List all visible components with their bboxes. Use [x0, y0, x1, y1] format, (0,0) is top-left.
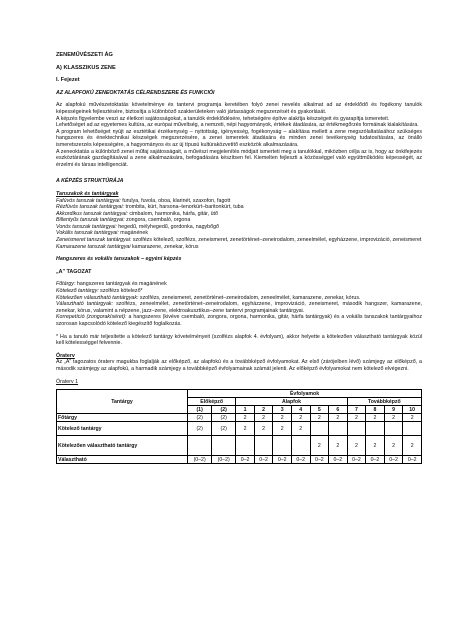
table-cell: 2 [347, 436, 366, 456]
list-item: Akkordikus tanszak tantárgyai: cimbalom, harmonika, hárfa, gitár, ütő [56, 210, 218, 217]
table-cell: 0–2 [310, 456, 329, 464]
subject-list [56, 281, 422, 327]
subheading-timetable: Óraterv [56, 352, 75, 359]
row-label: Főtárgy [57, 414, 188, 422]
table-cell [188, 436, 212, 456]
table-cell: 2 [254, 414, 273, 422]
header-col: 3 [273, 406, 292, 414]
list-item: Fafúvós tanszak tantárgyai: furulya, fuvola, oboa, klarinét, szaxofon, fagott [56, 197, 231, 204]
table-cell [347, 422, 366, 436]
heading-branch: ZENEMŰVÉSZETI ÁG [56, 52, 113, 58]
table-row [57, 422, 422, 436]
table-cell: 2 [366, 436, 385, 456]
table-cell: 0–2 [273, 456, 292, 464]
subheading-a-section: „A” TAGOZAT [56, 268, 92, 275]
table-cell: 2 [403, 436, 422, 456]
table-cell: 2 [329, 436, 348, 456]
table-cell: 2 [291, 414, 310, 422]
table-row [57, 414, 422, 422]
list-item: Korrepetíció (zongorakíséret): a hangszeres (kivéve csembaló, zongora, orgona, harmonika, gitár, hárfa tantárgyak) és a vokális tanszakok tantárgyaihoz szorosan kapcsolódó kötelező kiegészítő foglalkozás. [56, 314, 422, 327]
table-cell: 2 [273, 414, 292, 422]
table-cell: 2 [273, 422, 292, 436]
timetable-table [56, 389, 422, 464]
paragraph: Az „A” tagozatos óraterv magukba foglalják az előképző, az alapfokú és a továbbképző évfolyamokat. Az első (zárójelben lévő) számjegy az előképző, a második számjegy az alapfokú, a harmadik számjegy a továbbképző évfolyamainak számát jelenti. Az előképző évfolyamokat nem kötelező elvégezni. [56, 359, 422, 372]
header-group-advanced: Továbbképző [347, 398, 421, 406]
list-item: Rézfúvós tanszak tantárgyai: trombita, kürt, harsona–tenorkürt–baritonkürt, tuba [56, 204, 244, 211]
list-item: Billentyűs tanszak tantárgyai: zongora, csembaló, orgona [56, 217, 191, 224]
table-cell: 0–2 [329, 456, 348, 464]
header-col: 10 [403, 406, 422, 414]
list-item: Kötelező tantárgy: szolfézs kötelező* [56, 288, 143, 295]
header-col: 6 [329, 406, 348, 414]
paragraph: A zeneoktatás a különböző zenei műfaj sajátosságait, a művészi megjelenítés módjait ismerteti meg a tanulókkal, miközben célja az is, hogy az önkifejezés eszköztárának gazdagításával a zene alkalmazására, befogadására készítsen fel. Kiemelten fejleszti a közösséggel való együttműködés képességét, az érzelmi és társas intelligenciát. [56, 148, 422, 168]
table-cell: 2 [366, 414, 385, 422]
table-cell: 2 [291, 422, 310, 436]
table-cell: 0–2 [291, 456, 310, 464]
header-col: (2) [212, 406, 236, 414]
table-cell: 2 [329, 414, 348, 422]
table-cell [212, 436, 236, 456]
list-item: Választható tantárgyak: szolfézs, zeneelmélet, zenetörténet–zeneirodalom, egyházzene, improvizáció, zeneismeret, második hangszer, kamarazene, zenekar, kórus, valamint a népzene, jazz–zene, elektroakusztikus–zene tantervi programjainak tantárgyai. [56, 301, 422, 314]
table-cell: (2) [212, 414, 236, 422]
section-title-goals: AZ ALAPFOKÚ ZENEOKTATÁS CÉLRENDSZERE ÉS FUNKCIÓI [56, 89, 215, 96]
table-cell: 2 [403, 414, 422, 422]
table-cell: 0–2 [384, 456, 403, 464]
table-cell [236, 436, 255, 456]
table-row [57, 456, 422, 464]
table-cell: 2 [236, 414, 255, 422]
table-cell [366, 422, 385, 436]
heading-chapter: I. Fejezet [56, 77, 80, 84]
list-item: Zeneismeret tanszak tantárgyai: szolfézs kötelező, szolfézs, zeneismeret, zenetörténet–zeneirodalom, zeneelmélet, egyházzene, improvizáció, zeneismeret [56, 237, 422, 244]
document-page [56, 52, 422, 464]
table-cell: 2 [347, 414, 366, 422]
list-item: Főtárgy: hangszeres tantárgyak és magánének [56, 281, 167, 288]
table-cell: (2) [188, 414, 212, 422]
table-cell: 0–2 [347, 456, 366, 464]
list-item: Kötelezően választható tantárgyak: szolfézs, zeneismeret, zenetörténet–zeneirodalom, zeneelmélet, kamarazene, zenekar, kórus. [56, 294, 361, 301]
header-col: 7 [347, 406, 366, 414]
table-cell [310, 422, 329, 436]
table-cell: 2 [384, 414, 403, 422]
row-label: Választható [57, 456, 188, 464]
section-title-structure: A KÉPZÉS STRUKTÚRÁJA [56, 178, 124, 185]
subheading-departments: Tanszakok és tantárgyak [56, 190, 119, 197]
list-item: Vokális tanszak tantárgyai: magánének [56, 230, 148, 237]
header-col: (1) [188, 406, 212, 414]
header-col: 5 [310, 406, 329, 414]
list-item: Vonós tanszak tantárgyai: hegedű, mélyhegedű, gordonka, nagybőgő [56, 223, 219, 230]
table-row [57, 436, 422, 456]
header-subject: Tantárgy [57, 390, 188, 414]
table-cell: (0–2) [212, 456, 236, 464]
heading-classical: A) KLASSZIKUS ZENE [56, 64, 116, 71]
table-cell [329, 422, 348, 436]
header-group-basic: Alapfok [236, 398, 347, 406]
table-caption: Óraterv 1 [56, 378, 79, 385]
paragraph: Lehetőséget ad az egyetemes kultúra, az európai műveltség, a nemzeti, népi hagyományok, értékek átadására, az értékmegőrzés formáinak kialakítására. [56, 122, 419, 129]
table-cell: 0–2 [403, 456, 422, 464]
header-group-preschool: Előképző [188, 398, 236, 406]
table-cell: 2 [310, 414, 329, 422]
row-label: Kötelező tantárgy [57, 422, 188, 436]
list-item: Kamarazene tanszak tantárgyai kamarazene, zenekar, kórus [56, 243, 199, 250]
table-cell: 2 [310, 436, 329, 456]
table-cell: 2 [254, 422, 273, 436]
paragraph: A program lehetőséget nyújt az esztétikai érzékenység – nyitottság, igényesség, fogékonyság – alakítása mellett a zene megszólaltatásához szükséges hangszeres és énektechnikai készségek megszerzésére, a zenei ismeretek átadására és minden zenei tevékenység tudatosítására, az önálló ismeretszerzés képességére, a hagyományos és az új típusú kultúraközvetítő eszközök alkalmazására. [56, 128, 422, 148]
table-cell: 0–2 [236, 456, 255, 464]
table-cell: 0–2 [366, 456, 385, 464]
table-cell: 2 [236, 422, 255, 436]
header-col: 1 [236, 406, 255, 414]
table-cell: 2 [384, 436, 403, 456]
table-cell [403, 422, 422, 436]
footnote: * Ha a tanuló már teljesítette a kötelező tantárgy követelményeit (szolfézs alapfok 4. évfolyam), akkor helyette a kötelezően választható tantárgyak közül kell kötelességgel felvennie. [56, 333, 422, 347]
table-cell [384, 422, 403, 436]
header-col: 8 [366, 406, 385, 414]
header-grades: Évfolyamok [188, 390, 422, 398]
department-list [56, 198, 422, 251]
paragraph: A képzés figyelembe veszi az életkori sajátosságokat, a tanulók érdeklődésére, tehetségére építve alakítja készségeit és gyarapítja ismereteit. [56, 115, 390, 122]
table-cell: (2) [212, 422, 236, 436]
subheading-individual: Hangszeres és vokális tanszakok – egyéni képzés [56, 256, 182, 263]
header-col: 4 [291, 406, 310, 414]
row-label: Kötelezően választható tantárgy [57, 436, 188, 456]
table-cell: (2) [188, 422, 212, 436]
table-cell: (0–2) [188, 456, 212, 464]
table-cell [291, 436, 310, 456]
table-cell [273, 436, 292, 456]
paragraph: Az alapfokú művészetoktatás követelménye és tantervi programja keretében folyó zenei nevelés alkalmat ad az érdeklődő és fogékony tanulók képességeinek fejlesztésére, biztosítja a különböző szakterületeken való jártasságok megszerzését és gyakorlását. [56, 102, 422, 115]
table-cell [254, 436, 273, 456]
header-col: 9 [384, 406, 403, 414]
header-col: 2 [254, 406, 273, 414]
table-cell: 0–2 [254, 456, 273, 464]
